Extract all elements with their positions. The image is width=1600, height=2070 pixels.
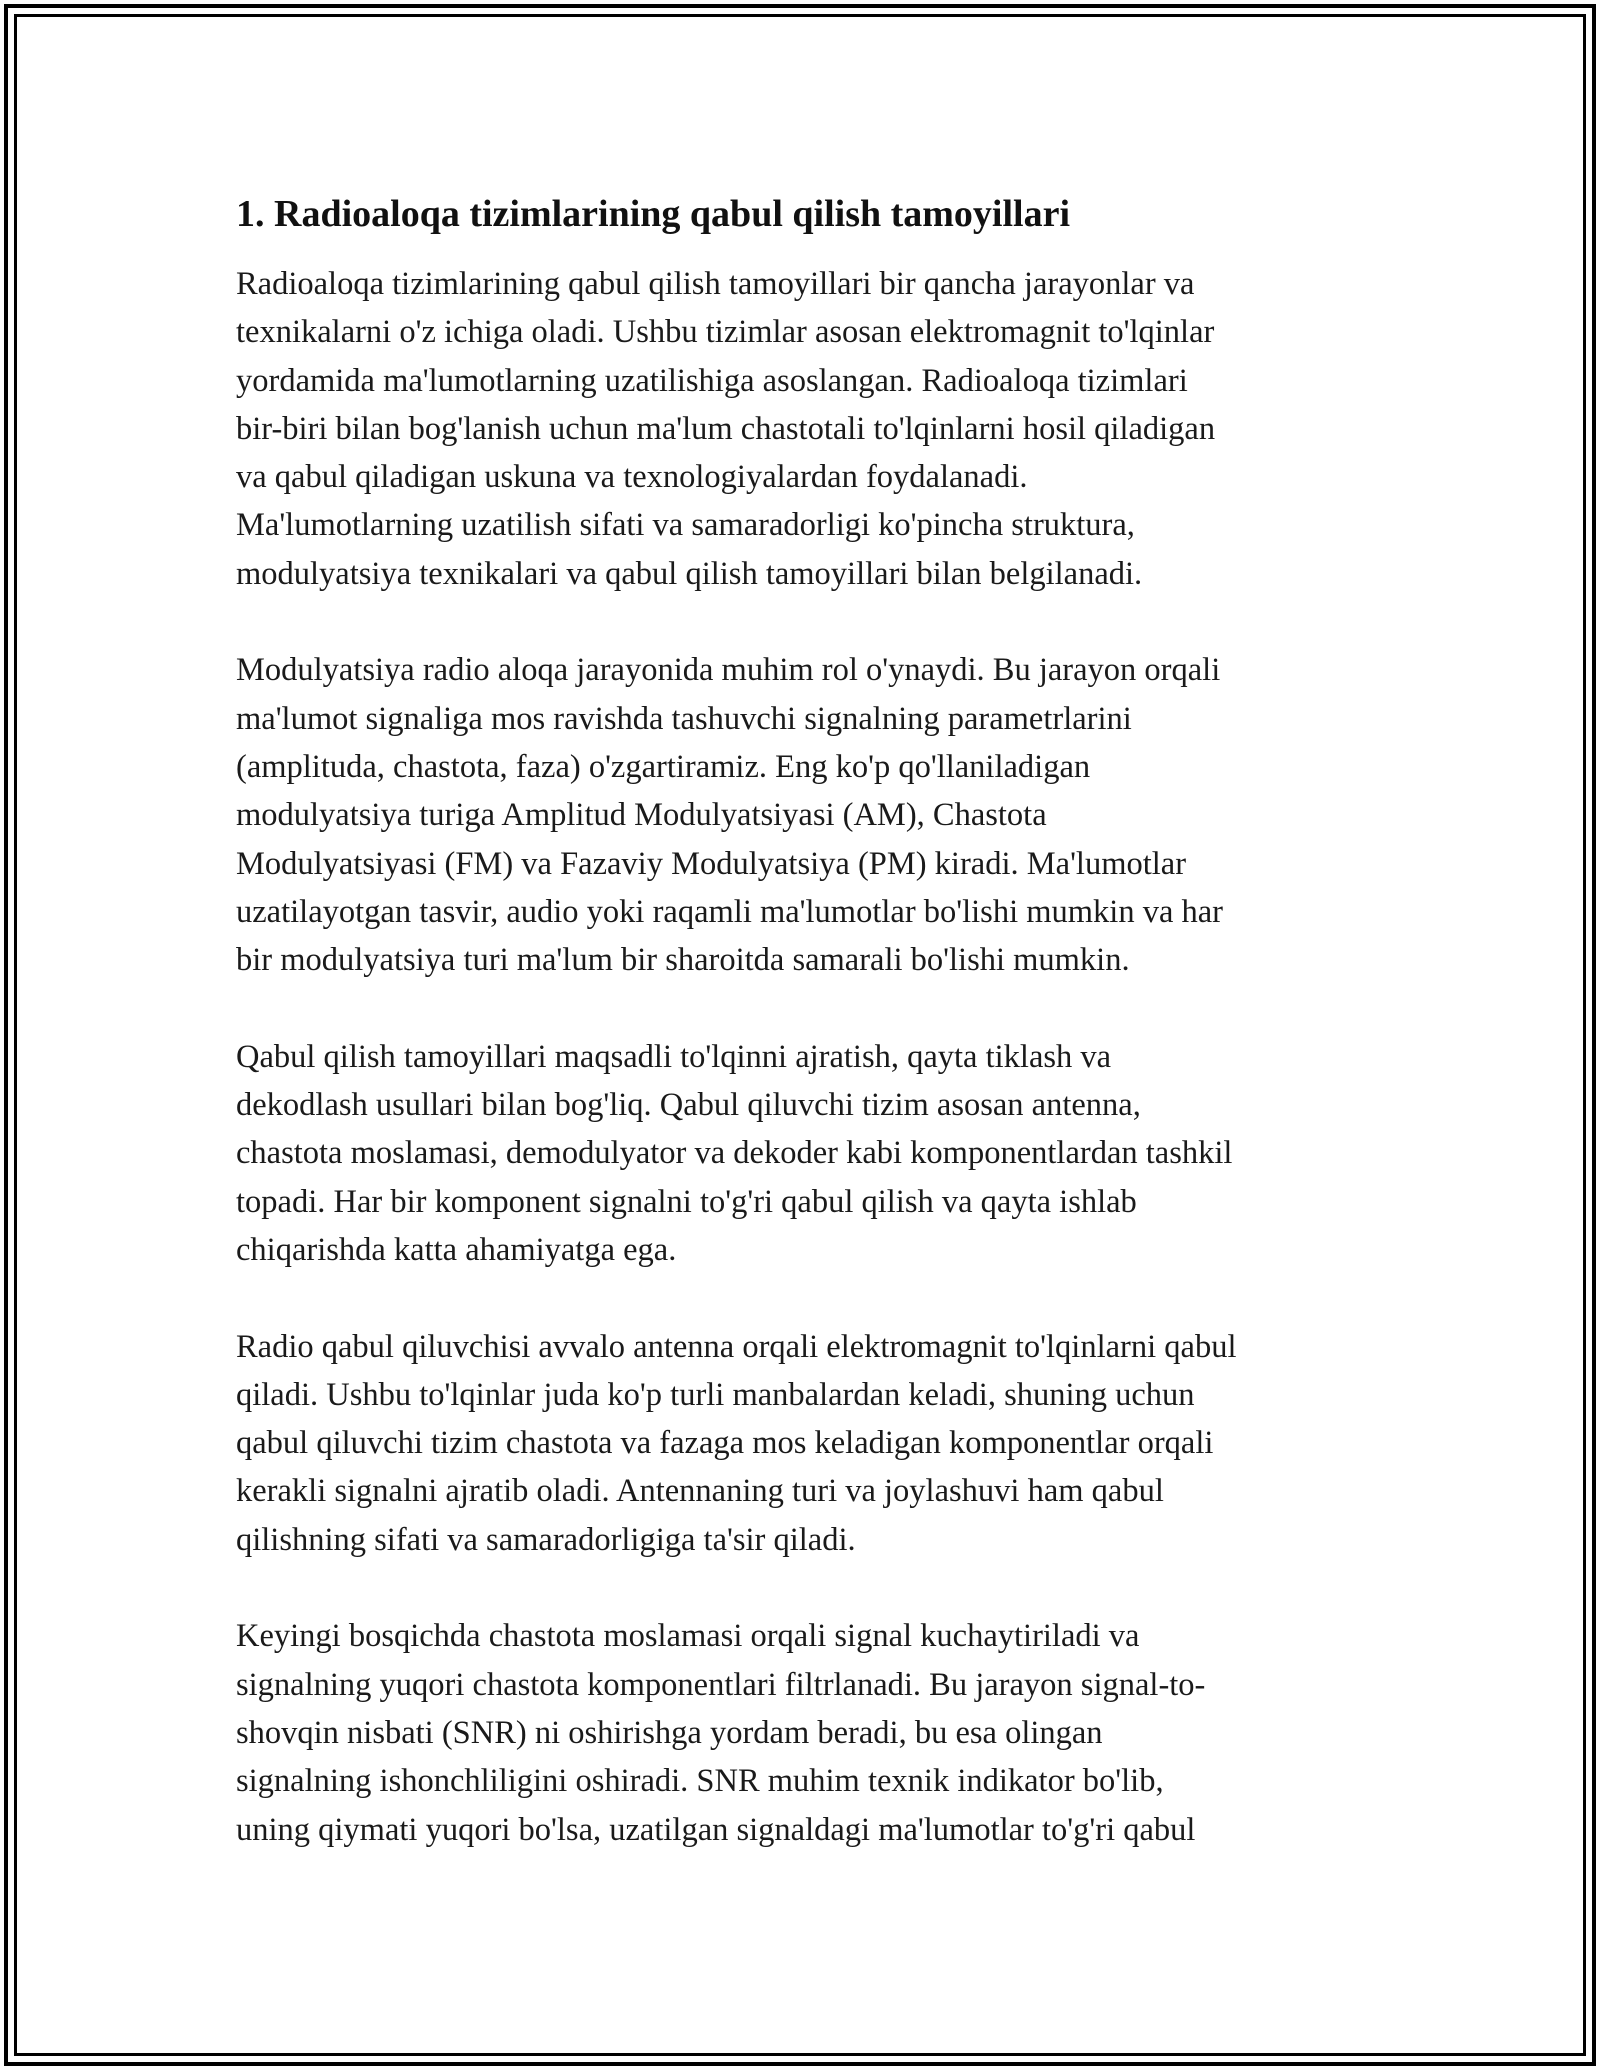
text-line: kerakli signalni ajratib oladi. Antennaning turi va joylashuvi ham qabul [236,1473,1164,1510]
text-line: yordamida ma'lumotlarning uzatilishiga asoslangan. Radioaloqa tizimlari [236,362,1188,399]
paragraph-4 [236,1323,1366,1564]
text-line: uzatilayotgan tasvir, audio yoki raqamli ma'lumotlar bo'lishi mumkin va har [236,893,1223,930]
text-line: qilishning sifati va samaradorligiga ta'sir qiladi. [236,1521,856,1558]
paragraph-5 [236,1612,1366,1853]
document-body [236,188,1366,1854]
text-line: topadi. Har bir komponent signalni to'g'ri qabul qilish va qayta ishlab [236,1183,1137,1220]
text-line: chiqarishda katta ahamiyatga ega. [236,1231,677,1268]
paragraph-1 [236,260,1366,598]
paragraph-2 [236,646,1366,984]
text-line: bir modulyatsiya turi ma'lum bir sharoitda samarali bo'lishi mumkin. [236,942,1130,979]
text-line: Qabul qilish tamoyillari maqsadli to'lqinni ajratish, qayta tiklash va [236,1038,1112,1075]
paragraph-3 [236,1033,1366,1274]
text-line: Modulyatsiyasi (FM) va Fazaviy Modulyatsiya (PM) kiradi. Ma'lumotlar [236,845,1187,882]
text-line: va qabul qiladigan uskuna va texnologiyalardan foydalanadi. [236,459,1028,496]
text-line: shovqin nisbati (SNR) ni oshirishga yordam beradi, bu esa olingan [236,1714,1103,1751]
text-line: Ma'lumotlarning uzatilish sifati va samaradorligi ko'pincha struktura, [236,507,1135,544]
text-line: texnikalarni o'z ichiga oladi. Ushbu tizimlar asosan elektromagnit to'lqinlar [236,314,1215,351]
section-heading: 1. Radioaloqa tizimlarining qabul qilish tamoyillari [236,193,1071,235]
text-line: modulyatsiya texnikalari va qabul qilish tamoyillari bilan belgilanadi. [236,555,1143,592]
text-line: bir-biri bilan bog'lanish uchun ma'lum chastotali to'lqinlarni hosil qiladigan [236,410,1216,447]
text-line: ma'lumot signaliga mos ravishda tashuvchi signalning parametrlarini [236,700,1132,737]
text-line: (amplituda, chastota, faza) o'zgartiramiz. Eng ko'p qo'llaniladigan [236,748,1091,785]
text-line: qabul qiluvchi tizim chastota va fazaga mos keladigan komponentlar orqali [236,1425,1214,1462]
text-line: dekodlash usullari bilan bog'liq. Qabul qiluvchi tizim asosan antenna, [236,1087,1141,1124]
text-line: chastota moslamasi, demodulyator va dekoder kabi komponentlardan tashkil [236,1135,1233,1172]
text-line: Keyingi bosqichda chastota moslamasi orqali signal kuchaytiriladi va [236,1618,1140,1655]
text-line: Radio qabul qiluvchisi avvalo antenna orqali elektromagnit to'lqinlarni qabul [236,1328,1237,1365]
text-line: Modulyatsiya radio aloqa jarayonida muhim rol o'ynaydi. Bu jarayon orqali [236,652,1221,689]
text-line: modulyatsiya turiga Amplitud Modulyatsiyasi (AM), Chastota [236,797,1047,834]
text-line: signalning yuqori chastota komponentlari filtrlanadi. Bu jarayon signal-to- [236,1666,1206,1703]
text-line: uning qiymati yuqori bo'lsa, uzatilgan signaldagi ma'lumotlar to'g'ri qabul [236,1811,1196,1848]
text-line: qiladi. Ushbu to'lqinlar juda ko'p turli manbalardan keladi, shuning uchun [236,1376,1195,1413]
text-line: signalning ishonchliligini oshiradi. SNR muhim texnik indikator bo'lib, [236,1763,1164,1800]
text-line: Radioaloqa tizimlarining qabul qilish tamoyillari bir qancha jarayonlar va [236,266,1195,302]
